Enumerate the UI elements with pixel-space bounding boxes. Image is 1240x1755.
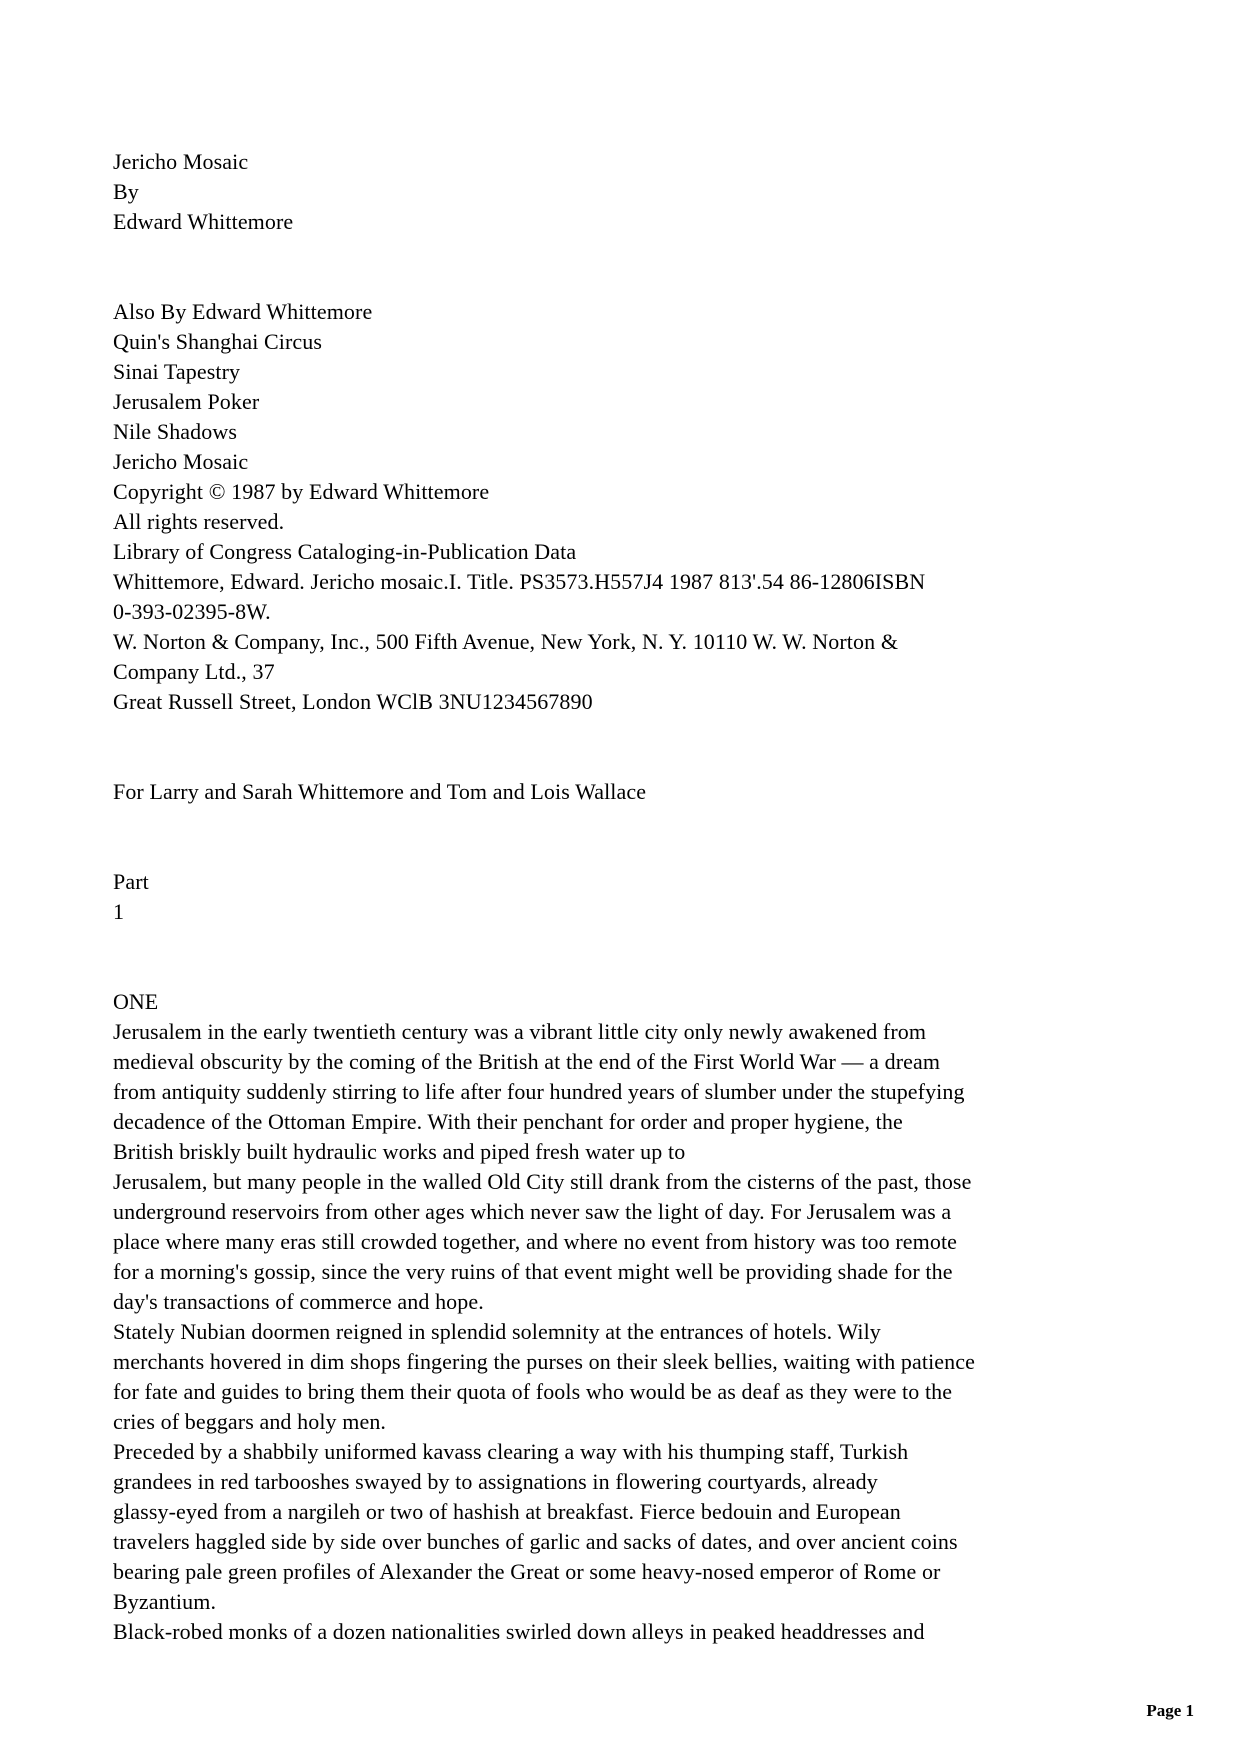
text-line: day's transactions of commerce and hope.	[113, 1289, 484, 1314]
text-line: Jerusalem Poker	[113, 389, 260, 414]
text-line: cries of beggars and holy men.	[113, 1409, 387, 1434]
text-line: travelers haggled side by side over bunches of garlic and sacks of dates, and over ancient coins	[113, 1529, 958, 1554]
publication-block	[113, 297, 1173, 717]
document-content	[113, 147, 1173, 1647]
text-line: Stately Nubian doormen reigned in splendid solemnity at the entrances of hotels. Wily	[113, 1319, 881, 1344]
text-line: Nile Shadows	[113, 419, 238, 444]
text-line: Great Russell Street, London WClB 3NU1234567890	[113, 689, 593, 714]
text-line: W. Norton & Company, Inc., 500 Fifth Avenue, New York, N. Y. 10110 W. W. Norton &	[113, 629, 899, 654]
text-line: British briskly built hydraulic works and piped fresh water up to	[113, 1139, 686, 1164]
text-line: Jericho Mosaic	[113, 449, 249, 474]
text-line: Black-robed monks of a dozen nationalities swirled down alleys in peaked headdresses and	[113, 1619, 925, 1644]
text-line: from antiquity suddenly stirring to life after four hundred years of slumber under the stupefying	[113, 1079, 965, 1104]
text-line: Whittemore, Edward. Jericho mosaic.I. Title. PS3573.H557J4 1987 813'.54 86-12806ISBN	[113, 569, 926, 594]
text-line: Part	[113, 869, 149, 894]
title-block	[113, 147, 1173, 237]
text-line: Preceded by a shabbily uniformed kavass clearing a way with his thumping staff, Turkish	[113, 1439, 909, 1464]
part-block	[113, 867, 1173, 927]
text-line: underground reservoirs from other ages which never saw the light of day. For Jerusalem was a	[113, 1199, 952, 1224]
text-line: for fate and guides to bring them their quota of fools who would be as deaf as they were to the	[113, 1379, 953, 1404]
text-line: grandees in red tarbooshes swayed by to assignations in flowering courtyards, already	[113, 1469, 878, 1494]
text-line: Jericho Mosaic	[113, 149, 249, 174]
page-number: Page 1	[1146, 1701, 1194, 1720]
text-line: Sinai Tapestry	[113, 359, 241, 384]
chapter-heading: ONE	[113, 989, 159, 1014]
text-line: for a morning's gossip, since the very ruins of that event might well be providing shade for the	[113, 1259, 953, 1284]
dedication-block	[113, 777, 1173, 807]
text-line: bearing pale green profiles of Alexander the Great or some heavy-nosed emperor of Rome or	[113, 1559, 941, 1584]
text-line: Copyright © 1987 by Edward Whittemore	[113, 479, 490, 504]
text-line: place where many eras still crowded together, and where no event from history was too remote	[113, 1229, 958, 1254]
text-line: glassy-eyed from a nargileh or two of hashish at breakfast. Fierce bedouin and European	[113, 1499, 901, 1524]
text-line: Jerusalem in the early twentieth century was a vibrant little city only newly awakened from	[113, 1019, 927, 1044]
text-line: Library of Congress Cataloging-in-Publication Data	[113, 539, 577, 564]
text-line: Byzantium.	[113, 1589, 217, 1614]
text-line: Edward Whittemore	[113, 209, 294, 234]
text-line: Also By Edward Whittemore	[113, 299, 373, 324]
text-line: decadence of the Ottoman Empire. With their penchant for order and proper hygiene, the	[113, 1109, 903, 1134]
text-line: 0-393-02395-8W.	[113, 599, 271, 624]
text-line: Jerusalem, but many people in the walled Old City still drank from the cisterns of the past, those	[113, 1169, 972, 1194]
text-line: Company Ltd., 37	[113, 659, 275, 684]
text-line: 1	[113, 899, 125, 924]
chapter-block	[113, 987, 1173, 1647]
text-line: medieval obscurity by the coming of the British at the end of the First World War — a dream	[113, 1049, 941, 1074]
text-line: merchants hovered in dim shops fingering the purses on their sleek bellies, waiting with patience	[113, 1349, 975, 1374]
chapter-body	[113, 1017, 1173, 1647]
text-line: All rights reserved.	[113, 509, 285, 534]
text-line: By	[113, 179, 139, 204]
text-line: For Larry and Sarah Whittemore and Tom and Lois Wallace	[113, 779, 647, 804]
text-line: Quin's Shanghai Circus	[113, 329, 323, 354]
